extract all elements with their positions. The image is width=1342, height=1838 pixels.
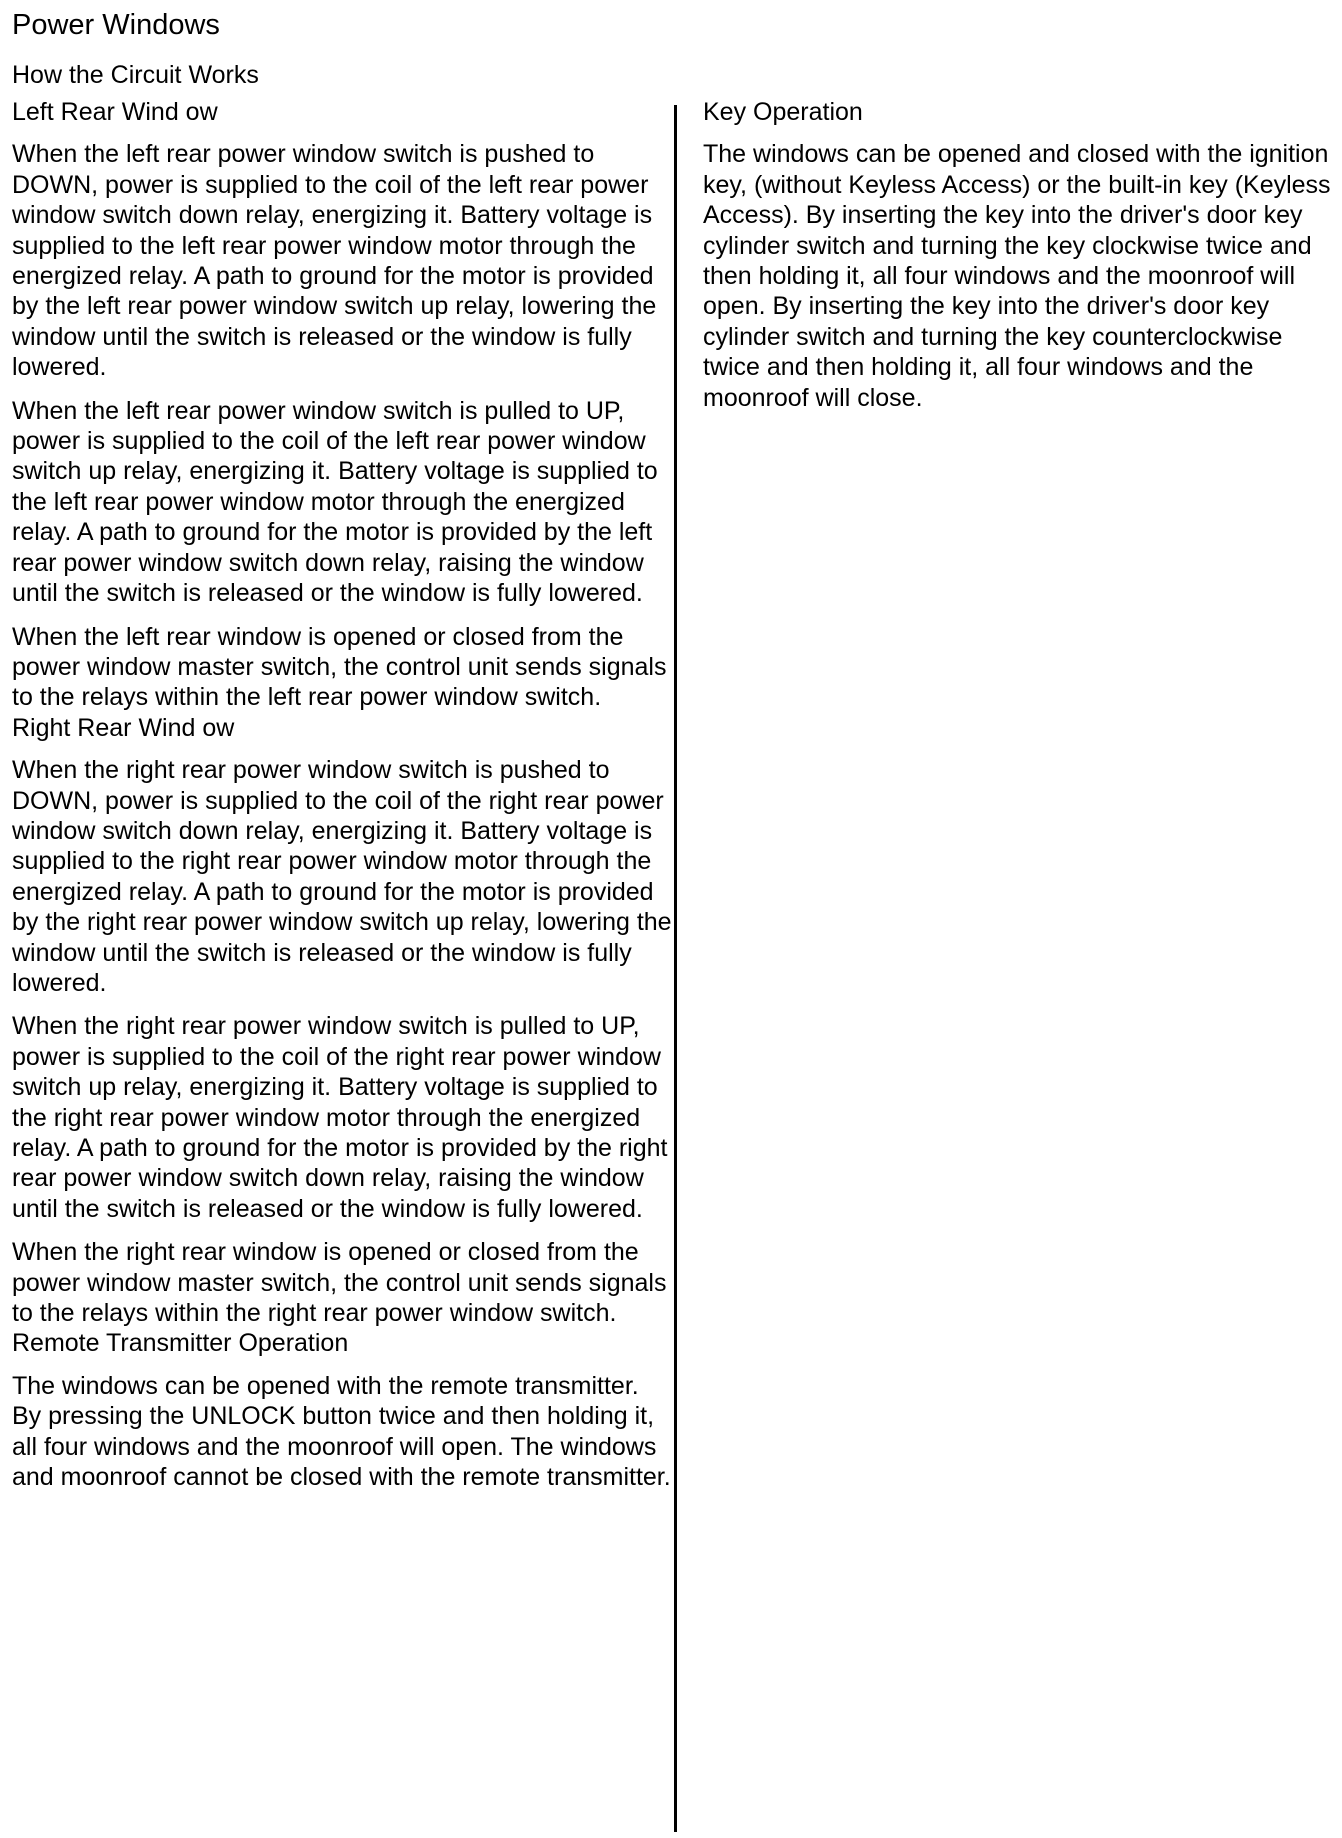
left-rear-window-section: [12, 97, 672, 713]
right-rear-master-paragraph: When the right rear window is opened or closed from the power window master switch, the control unit sends signals to the relays within the right rear power window switch.: [12, 1238, 667, 1328]
right-rear-up-paragraph: When the right rear power window switch is pulled to UP, power is supplied to the coil of the right rear power window switch up relay, energizing it. Battery voltage is supplied to the right rear power window motor through the energized relay. A path to ground for the motor is provided by the right rear power window switch down relay, raising the window until the switch is released or the window is fully lowered.: [12, 1012, 668, 1223]
column-divider: [674, 105, 677, 1832]
key-operation-paragraph: The windows can be opened and closed with the ignition key, (without Keyless Access) or the built-in key (Keyless Access). By inserting the key into the driver's door key cylinder switch and turning the key clockwise twice and then holding it, all four windows and the moonroof will open. By inserting the key into the driver's door key cylinder switch and turning the key counterclockwise twice and then holding it, all four windows and the moonroof will close.: [703, 140, 1331, 412]
section-title: How the Circuit Works: [12, 61, 259, 89]
key-operation-heading: Key Operation: [703, 98, 863, 126]
right-rear-window-heading: Right Rear Wind ow: [12, 713, 235, 742]
left-rear-up-paragraph: When the left rear power window switch is pulled to UP, power is supplied to the coil of the left rear power window switch up relay, energizing it. Battery voltage is supplied to the left rear power window motor through the energized relay. A path to ground for the motor is provided by the left rear power window switch down relay, raising the window until the switch is released or the window is fully lowered.: [12, 396, 658, 608]
key-operation-section: [703, 97, 1342, 413]
right-rear-window-section: [12, 713, 672, 1329]
left-rear-down-paragraph: When the left rear power window switch is pushed to DOWN, power is supplied to the coil of the left rear power window switch down relay, energizing it. Battery voltage is supplied to the left rear power window motor through the energized relay. A path to ground for the motor is provided by the left rear power window switch up relay, lowering the window until the switch is released or the window is fully lowered.: [12, 140, 657, 382]
remote-transmitter-heading: Remote Transmitter Operation: [12, 1329, 349, 1358]
left-rear-window-heading: Left Rear Wind ow: [12, 98, 218, 126]
left-column: [12, 97, 672, 1492]
page-title: Power Windows: [12, 9, 220, 41]
left-rear-master-paragraph: When the left rear window is opened or closed from the power window master switch, the control unit sends signals to the relays within the left rear power window switch.: [12, 622, 667, 712]
remote-transmitter-section: [12, 1328, 672, 1492]
remote-transmitter-paragraph: The windows can be opened with the remote transmitter. By pressing the UNLOCK button twice and then holding it, all four windows and the moonroof will open. The windows and moonroof cannot be closed with the remote transmitter.: [12, 1371, 671, 1492]
right-rear-down-paragraph: When the right rear power window switch is pushed to DOWN, power is supplied to the coil of the right rear power window switch down relay, energizing it. Battery voltage is supplied to the right rear power window motor through the energized relay. A path to ground for the motor is provided by the right rear power window switch up relay, lowering the window until the switch is released or the window is fully lowered.: [12, 756, 672, 997]
right-column: [703, 97, 1342, 413]
